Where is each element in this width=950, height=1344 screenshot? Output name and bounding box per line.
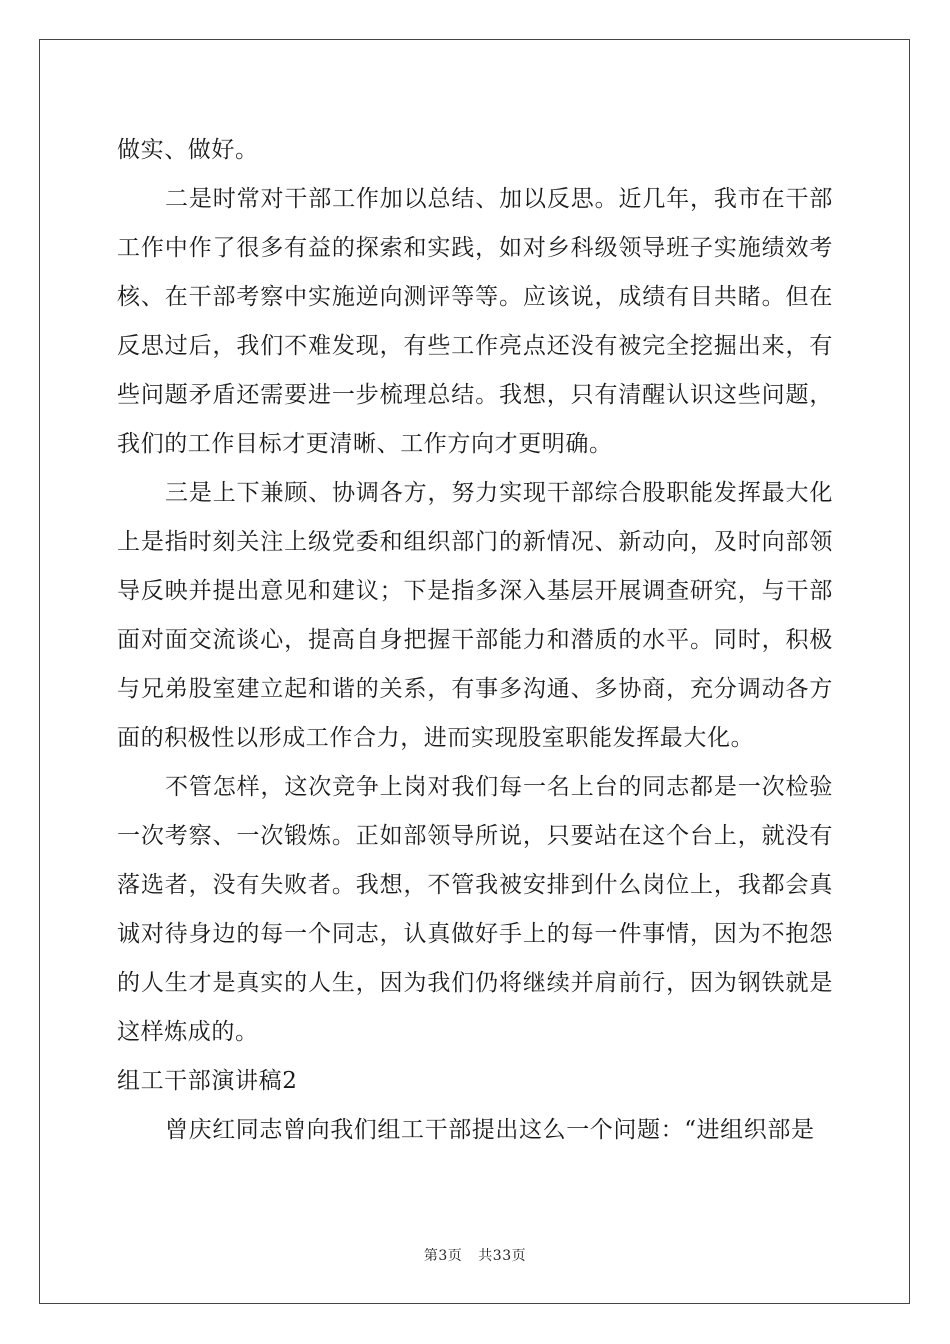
section-title: 组工干部演讲稿2 (117, 1068, 298, 1094)
paragraph-2: 二是时常对干部工作加以总结、加以反思。近几年，我市在干部工作中作了很多有益的探索和实践，如对乡科级领导班子实施绩效考核、在干部考察中实施逆向测评等等。应该说，成绩有目共睹。但在反思过后，我们不难发现，有些工作亮点还没有被完全挖掘出来，有些问题矛盾还需要进一步梳理总结。我想，只有清醒认识这些问题，我们的工作目标才更清晰、工作方向才更明确。 (117, 186, 833, 457)
paragraph-4: 不管怎样，这次竞争上岗对我们每一名上台的同志都是一次检验一次考察、一次锻炼。正如部领导所说，只要站在这个台上，就没有落选者，没有失败者。我想，不管我被安排到什么岗位上，我都会真诚对待身边的每一个同志，认真做好手上的每一件事情，因为不抱怨的人生才是真实的人生，因为我们仍将继续并肩前行，因为钢铁就是这样炼成的。 (117, 774, 833, 1045)
page-footer (0, 1246, 950, 1266)
paragraph-3: 三是上下兼顾、协调各方，努力实现干部综合股职能发挥最大化上是指时刻关注上级党委和组织部门的新情况、新动向，及时向部领导反映并提出意见和建议；下是指多深入基层开展调查研究，与干部面对面交流谈心，提高自身把握干部能力和潜质的水平。同时，积极与兄弟股室建立起和谐的关系，有事多沟通、多协商，充分调动各方面的积极性以形成工作合力，进而实现股室职能发挥最大化。 (117, 480, 833, 751)
page-number: 第3页 (423, 1248, 463, 1264)
document-body (117, 126, 833, 1155)
closing-paragraph: 曾庆红同志曾向我们组工干部提出这么一个问题：“进组织部是 (165, 1117, 815, 1143)
paragraph-1: 做实、做好。 (117, 137, 259, 163)
page-total: 共33页 (478, 1248, 527, 1264)
